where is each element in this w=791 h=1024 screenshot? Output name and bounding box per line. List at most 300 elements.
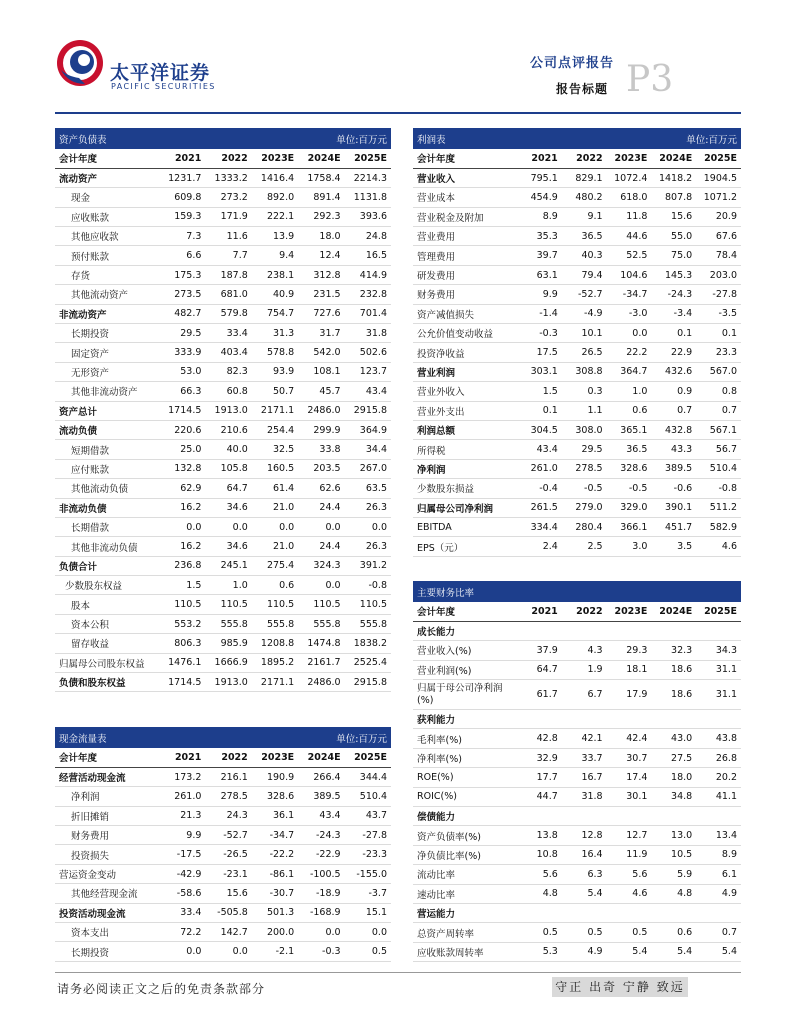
row-value: 21.0 bbox=[252, 537, 298, 556]
table-row bbox=[413, 641, 741, 660]
row-label: 财务费用 bbox=[413, 285, 517, 304]
row-value: 510.4 bbox=[696, 459, 741, 478]
row-value: -86.1 bbox=[252, 864, 298, 883]
row-value: 482.7 bbox=[159, 304, 205, 323]
row-value: 17.5 bbox=[517, 343, 562, 362]
table-row bbox=[55, 595, 391, 614]
row-label: 投资损失 bbox=[55, 845, 159, 864]
table-title: 现金流量表 bbox=[55, 727, 252, 748]
row-value: 4.9 bbox=[562, 942, 607, 961]
row-value: 567.0 bbox=[696, 362, 741, 381]
row-value: 334.4 bbox=[517, 517, 562, 536]
table-row bbox=[55, 246, 391, 265]
row-label: 折旧摊销 bbox=[55, 806, 159, 825]
row-value bbox=[562, 621, 607, 640]
row-value: 6.3 bbox=[562, 865, 607, 884]
row-value bbox=[607, 621, 652, 640]
table-header-row bbox=[55, 748, 391, 767]
row-value: 701.4 bbox=[345, 304, 391, 323]
table-row bbox=[55, 653, 391, 672]
table-row bbox=[413, 748, 741, 767]
row-value: 0.0 bbox=[205, 517, 251, 536]
row-value: 273.5 bbox=[159, 285, 205, 304]
row-label: 净利率(%) bbox=[413, 748, 517, 767]
row-label: 毛利率(%) bbox=[413, 729, 517, 748]
row-value: 6.6 bbox=[159, 246, 205, 265]
row-value: 1333.2 bbox=[205, 168, 251, 187]
row-value: 2161.7 bbox=[298, 653, 344, 672]
row-value: -0.4 bbox=[517, 479, 562, 498]
row-label: 资产负债率(%) bbox=[413, 826, 517, 845]
report-type: 公司点评报告 bbox=[530, 56, 615, 71]
row-value: 542.0 bbox=[298, 343, 344, 362]
row-value: 110.5 bbox=[345, 595, 391, 614]
report-header bbox=[0, 0, 791, 120]
row-value: 1.5 bbox=[517, 382, 562, 401]
row-value bbox=[696, 621, 741, 640]
section-heading-row bbox=[413, 903, 741, 922]
row-label: 总资产周转率 bbox=[413, 923, 517, 942]
row-value: 0.0 bbox=[607, 324, 652, 343]
table-row bbox=[413, 343, 741, 362]
row-value: 280.4 bbox=[562, 517, 607, 536]
row-value bbox=[651, 903, 696, 922]
row-value: 108.1 bbox=[298, 362, 344, 381]
row-value: 232.8 bbox=[345, 285, 391, 304]
row-value: 220.6 bbox=[159, 420, 205, 439]
row-value: 1838.2 bbox=[345, 634, 391, 653]
row-value: 13.9 bbox=[252, 227, 298, 246]
row-value: 245.1 bbox=[205, 556, 251, 575]
row-label: 应收账款 bbox=[55, 207, 159, 226]
row-label: 成长能力 bbox=[413, 621, 517, 640]
row-value: 5.4 bbox=[696, 942, 741, 961]
row-value: 2915.8 bbox=[345, 401, 391, 420]
table-row bbox=[413, 660, 741, 679]
table-row bbox=[55, 537, 391, 556]
row-value: 16.2 bbox=[159, 537, 205, 556]
row-value: 454.9 bbox=[517, 188, 562, 207]
row-value: 5.4 bbox=[651, 942, 696, 961]
row-value: 393.6 bbox=[345, 207, 391, 226]
row-value: 4.8 bbox=[517, 884, 562, 903]
row-value: 18.6 bbox=[651, 660, 696, 679]
table-row bbox=[413, 729, 741, 748]
row-value bbox=[607, 710, 652, 729]
row-value: 15.6 bbox=[651, 207, 696, 226]
table-row bbox=[55, 401, 391, 420]
row-label: 非流动资产 bbox=[55, 304, 159, 323]
row-value: -3.4 bbox=[651, 304, 696, 323]
column-header-year: 2024E bbox=[298, 149, 344, 168]
row-value: 0.6 bbox=[607, 401, 652, 420]
row-value: 1072.4 bbox=[607, 168, 652, 187]
row-value: 254.4 bbox=[252, 420, 298, 439]
row-value: 4.9 bbox=[696, 884, 741, 903]
row-value: 279.0 bbox=[562, 498, 607, 517]
row-label: 速动比率 bbox=[413, 884, 517, 903]
row-label: 营业利润(%) bbox=[413, 660, 517, 679]
row-value: 0.7 bbox=[651, 401, 696, 420]
row-value: 389.5 bbox=[298, 787, 344, 806]
row-value: 328.6 bbox=[607, 459, 652, 478]
row-value: 1.1 bbox=[562, 401, 607, 420]
row-value: 44.6 bbox=[607, 227, 652, 246]
row-value: -52.7 bbox=[562, 285, 607, 304]
row-value: 308.8 bbox=[562, 362, 607, 381]
row-value: -23.3 bbox=[345, 845, 391, 864]
row-value: 0.0 bbox=[205, 942, 251, 961]
column-header-year: 2021 bbox=[159, 748, 205, 767]
row-value: 18.0 bbox=[298, 227, 344, 246]
row-value: 567.1 bbox=[696, 420, 741, 439]
table-row bbox=[55, 903, 391, 922]
column-header-year: 2024E bbox=[651, 149, 696, 168]
row-value: -18.9 bbox=[298, 884, 344, 903]
row-label: 研发费用 bbox=[413, 265, 517, 284]
row-label: 其他非流动资产 bbox=[55, 382, 159, 401]
row-value: 200.0 bbox=[252, 923, 298, 942]
row-value: 33.7 bbox=[562, 748, 607, 767]
row-value: 829.1 bbox=[562, 168, 607, 187]
row-value: 142.7 bbox=[205, 923, 251, 942]
row-value: 40.9 bbox=[252, 285, 298, 304]
row-label: 公允价值变动收益 bbox=[413, 324, 517, 343]
column-header-year: 2025E bbox=[696, 602, 741, 621]
table-row bbox=[55, 806, 391, 825]
row-value: 110.5 bbox=[159, 595, 205, 614]
row-value: 6.7 bbox=[562, 680, 607, 710]
row-value: 31.1 bbox=[696, 660, 741, 679]
row-value: 299.9 bbox=[298, 420, 344, 439]
row-value: 1131.8 bbox=[345, 188, 391, 207]
row-value: 23.3 bbox=[696, 343, 741, 362]
row-value: 18.1 bbox=[607, 660, 652, 679]
table-row bbox=[55, 207, 391, 226]
row-value: 0.5 bbox=[607, 923, 652, 942]
row-value: 480.2 bbox=[562, 188, 607, 207]
row-label: 投资净收益 bbox=[413, 343, 517, 362]
table-row bbox=[55, 304, 391, 323]
row-value: -3.0 bbox=[607, 304, 652, 323]
row-value: 9.9 bbox=[517, 285, 562, 304]
row-value: 1913.0 bbox=[205, 401, 251, 420]
row-value: 56.7 bbox=[696, 440, 741, 459]
row-value: 502.6 bbox=[345, 343, 391, 362]
footer-disclaimer: 请务必阅读正文之后的免责条款部分 bbox=[57, 982, 266, 996]
row-value: 26.5 bbox=[562, 343, 607, 362]
column-header-year: 2024E bbox=[651, 602, 696, 621]
row-value: 892.0 bbox=[252, 188, 298, 207]
row-value: 43.4 bbox=[298, 806, 344, 825]
row-value: -22.2 bbox=[252, 845, 298, 864]
row-value: 42.8 bbox=[517, 729, 562, 748]
row-value: 4.8 bbox=[651, 884, 696, 903]
row-value: 66.3 bbox=[159, 382, 205, 401]
row-label: 流动比率 bbox=[413, 865, 517, 884]
row-value: 275.4 bbox=[252, 556, 298, 575]
row-label: 营业收入(%) bbox=[413, 641, 517, 660]
column-header-label: 会计年度 bbox=[413, 602, 517, 621]
row-value: 41.1 bbox=[696, 787, 741, 806]
row-label: EBITDA bbox=[413, 517, 517, 536]
table-row bbox=[413, 440, 741, 459]
row-value: 13.4 bbox=[696, 826, 741, 845]
row-value: 159.3 bbox=[159, 207, 205, 226]
column-header-year: 2025E bbox=[345, 149, 391, 168]
row-value: 0.7 bbox=[696, 923, 741, 942]
row-value: 618.0 bbox=[607, 188, 652, 207]
row-label: 营业外支出 bbox=[413, 401, 517, 420]
row-value: 43.4 bbox=[345, 382, 391, 401]
row-value: 555.8 bbox=[298, 614, 344, 633]
table-unit: 单位:百万元 bbox=[607, 128, 741, 149]
row-value: 43.3 bbox=[651, 440, 696, 459]
row-value: 236.8 bbox=[159, 556, 205, 575]
column-header-year: 2022 bbox=[205, 149, 251, 168]
row-value: -52.7 bbox=[205, 826, 251, 845]
row-value bbox=[696, 807, 741, 826]
row-value: 7.3 bbox=[159, 227, 205, 246]
row-value: -34.7 bbox=[252, 826, 298, 845]
row-value: 390.1 bbox=[651, 498, 696, 517]
row-value: 12.8 bbox=[562, 826, 607, 845]
table-row bbox=[413, 168, 741, 187]
table-title-row bbox=[413, 128, 741, 149]
row-value: 1231.7 bbox=[159, 168, 205, 187]
row-value: 37.9 bbox=[517, 641, 562, 660]
row-value: 231.5 bbox=[298, 285, 344, 304]
row-value: 123.7 bbox=[345, 362, 391, 381]
table-row bbox=[413, 865, 741, 884]
row-value: 60.8 bbox=[205, 382, 251, 401]
table-title: 利润表 bbox=[413, 128, 607, 149]
row-value: 267.0 bbox=[345, 459, 391, 478]
table-row bbox=[413, 265, 741, 284]
row-value: 16.5 bbox=[345, 246, 391, 265]
row-value: 1416.4 bbox=[252, 168, 298, 187]
row-label: ROIC(%) bbox=[413, 787, 517, 806]
table-row bbox=[55, 826, 391, 845]
row-label: 营业费用 bbox=[413, 227, 517, 246]
row-value: 727.6 bbox=[298, 304, 344, 323]
row-value: 110.5 bbox=[252, 595, 298, 614]
row-value: 190.9 bbox=[252, 767, 298, 786]
row-value: 24.4 bbox=[298, 498, 344, 517]
row-value: 7.7 bbox=[205, 246, 251, 265]
row-value: 17.4 bbox=[607, 768, 652, 787]
table-title: 主要财务比率 bbox=[413, 581, 741, 602]
row-value: 389.5 bbox=[651, 459, 696, 478]
row-value: -4.9 bbox=[562, 304, 607, 323]
row-label: 财务费用 bbox=[55, 826, 159, 845]
table-row bbox=[413, 768, 741, 787]
row-value: 11.8 bbox=[607, 207, 652, 226]
row-value: 4.3 bbox=[562, 641, 607, 660]
row-label: ROE(%) bbox=[413, 768, 517, 787]
row-value bbox=[651, 710, 696, 729]
row-value: 278.5 bbox=[205, 787, 251, 806]
row-value: 30.1 bbox=[607, 787, 652, 806]
table-row bbox=[55, 923, 391, 942]
row-value: 0.6 bbox=[651, 923, 696, 942]
row-value: 42.4 bbox=[607, 729, 652, 748]
row-value: 132.8 bbox=[159, 459, 205, 478]
row-value: 34.8 bbox=[651, 787, 696, 806]
row-value: -0.3 bbox=[517, 324, 562, 343]
row-label: 净利润 bbox=[413, 459, 517, 478]
page-number: P3 bbox=[626, 59, 674, 100]
row-value: 0.0 bbox=[252, 517, 298, 536]
row-value: 510.4 bbox=[345, 787, 391, 806]
row-label: 其他流动负债 bbox=[55, 479, 159, 498]
row-value: 807.8 bbox=[651, 188, 696, 207]
row-value: 308.0 bbox=[562, 420, 607, 439]
row-value: 1904.5 bbox=[696, 168, 741, 187]
row-value: 3.5 bbox=[651, 537, 696, 556]
row-value: 364.7 bbox=[607, 362, 652, 381]
row-value: 29.5 bbox=[562, 440, 607, 459]
row-label: 存货 bbox=[55, 265, 159, 284]
row-value: -3.7 bbox=[345, 884, 391, 903]
row-value: -27.8 bbox=[345, 826, 391, 845]
table-row bbox=[413, 845, 741, 864]
report-title: 报告标题 bbox=[556, 82, 609, 96]
table-row bbox=[413, 285, 741, 304]
row-value: 312.8 bbox=[298, 265, 344, 284]
row-value: 891.4 bbox=[298, 188, 344, 207]
row-value: 8.9 bbox=[517, 207, 562, 226]
row-value: 13.0 bbox=[651, 826, 696, 845]
row-value: 40.0 bbox=[205, 440, 251, 459]
row-label: 净负债比率(%) bbox=[413, 845, 517, 864]
row-value: 414.9 bbox=[345, 265, 391, 284]
row-value: -155.0 bbox=[345, 864, 391, 883]
table-row bbox=[55, 459, 391, 478]
row-value: 42.1 bbox=[562, 729, 607, 748]
column-header-label: 会计年度 bbox=[413, 149, 517, 168]
row-label: 营运资金变动 bbox=[55, 864, 159, 883]
row-value: 216.1 bbox=[205, 767, 251, 786]
table-row bbox=[413, 537, 741, 556]
row-label: 归属母公司净利润 bbox=[413, 498, 517, 517]
row-value: 278.5 bbox=[562, 459, 607, 478]
row-value: 15.1 bbox=[345, 903, 391, 922]
row-value: -505.8 bbox=[205, 903, 251, 922]
row-value: 0.1 bbox=[517, 401, 562, 420]
row-value: 0.5 bbox=[562, 923, 607, 942]
column-header-year: 2021 bbox=[517, 149, 562, 168]
table-row bbox=[413, 401, 741, 420]
row-value: 5.4 bbox=[607, 942, 652, 961]
row-value: 24.4 bbox=[298, 537, 344, 556]
table-row bbox=[55, 614, 391, 633]
table-row bbox=[413, 498, 741, 517]
row-value: 104.6 bbox=[607, 265, 652, 284]
table-row bbox=[55, 942, 391, 961]
row-value: 210.6 bbox=[205, 420, 251, 439]
row-label: 负债合计 bbox=[55, 556, 159, 575]
row-value: 10.5 bbox=[651, 845, 696, 864]
row-value: 29.3 bbox=[607, 641, 652, 660]
row-value: 555.8 bbox=[205, 614, 251, 633]
row-label: 所得税 bbox=[413, 440, 517, 459]
row-value: 79.4 bbox=[562, 265, 607, 284]
balance-sheet-table bbox=[55, 128, 391, 692]
row-value: 16.2 bbox=[159, 498, 205, 517]
table-row bbox=[55, 767, 391, 786]
column-header-label: 会计年度 bbox=[55, 748, 159, 767]
row-value: -24.3 bbox=[651, 285, 696, 304]
row-value: 17.7 bbox=[517, 768, 562, 787]
logo-company-name-cn: 太平洋证券 bbox=[110, 62, 211, 84]
table-row bbox=[55, 227, 391, 246]
row-value: 62.9 bbox=[159, 479, 205, 498]
row-value: 2525.4 bbox=[345, 653, 391, 672]
row-value: 11.6 bbox=[205, 227, 251, 246]
row-value: 32.5 bbox=[252, 440, 298, 459]
row-value: 34.6 bbox=[205, 498, 251, 517]
table-row bbox=[413, 479, 741, 498]
row-label: 负债和股东权益 bbox=[55, 673, 159, 692]
row-value: 26.8 bbox=[696, 748, 741, 767]
row-value: -58.6 bbox=[159, 884, 205, 903]
row-value: -26.5 bbox=[205, 845, 251, 864]
row-value: 20.2 bbox=[696, 768, 741, 787]
table-header-row bbox=[413, 149, 741, 168]
row-label: 应收账款周转率 bbox=[413, 942, 517, 961]
row-value: 16.7 bbox=[562, 768, 607, 787]
table-row bbox=[55, 382, 391, 401]
table-title-row bbox=[55, 128, 391, 149]
row-label: 其他应收款 bbox=[55, 227, 159, 246]
row-label: 短期借款 bbox=[55, 440, 159, 459]
row-value: 61.7 bbox=[517, 680, 562, 710]
column-header-year: 2025E bbox=[345, 748, 391, 767]
row-value: 33.4 bbox=[205, 324, 251, 343]
row-value: 0.0 bbox=[159, 942, 205, 961]
row-value: 1714.5 bbox=[159, 673, 205, 692]
column-header-year: 2021 bbox=[159, 149, 205, 168]
section-heading-row bbox=[413, 710, 741, 729]
row-value: -0.8 bbox=[345, 576, 391, 595]
row-label: 营业收入 bbox=[413, 168, 517, 187]
row-value bbox=[607, 903, 652, 922]
row-value: 1758.4 bbox=[298, 168, 344, 187]
row-value: 0.3 bbox=[562, 382, 607, 401]
row-value: 0.0 bbox=[159, 517, 205, 536]
row-value: 0.8 bbox=[696, 382, 741, 401]
row-value: 328.6 bbox=[252, 787, 298, 806]
row-value bbox=[562, 807, 607, 826]
row-value: 2.5 bbox=[562, 537, 607, 556]
row-value: 403.4 bbox=[205, 343, 251, 362]
row-value: 33.4 bbox=[159, 903, 205, 922]
row-label: 经营活动现金流 bbox=[55, 767, 159, 786]
row-value: 13.8 bbox=[517, 826, 562, 845]
row-value: 1913.0 bbox=[205, 673, 251, 692]
row-value: -0.5 bbox=[562, 479, 607, 498]
row-label: 长期借款 bbox=[55, 517, 159, 536]
row-value: 36.5 bbox=[607, 440, 652, 459]
row-value: 18.0 bbox=[651, 768, 696, 787]
row-value: 35.3 bbox=[517, 227, 562, 246]
row-label: 少数股东权益 bbox=[55, 576, 159, 595]
row-label: 资本公积 bbox=[55, 614, 159, 633]
row-value: 43.4 bbox=[517, 440, 562, 459]
row-label: 其他非流动负债 bbox=[55, 537, 159, 556]
row-value: 304.5 bbox=[517, 420, 562, 439]
